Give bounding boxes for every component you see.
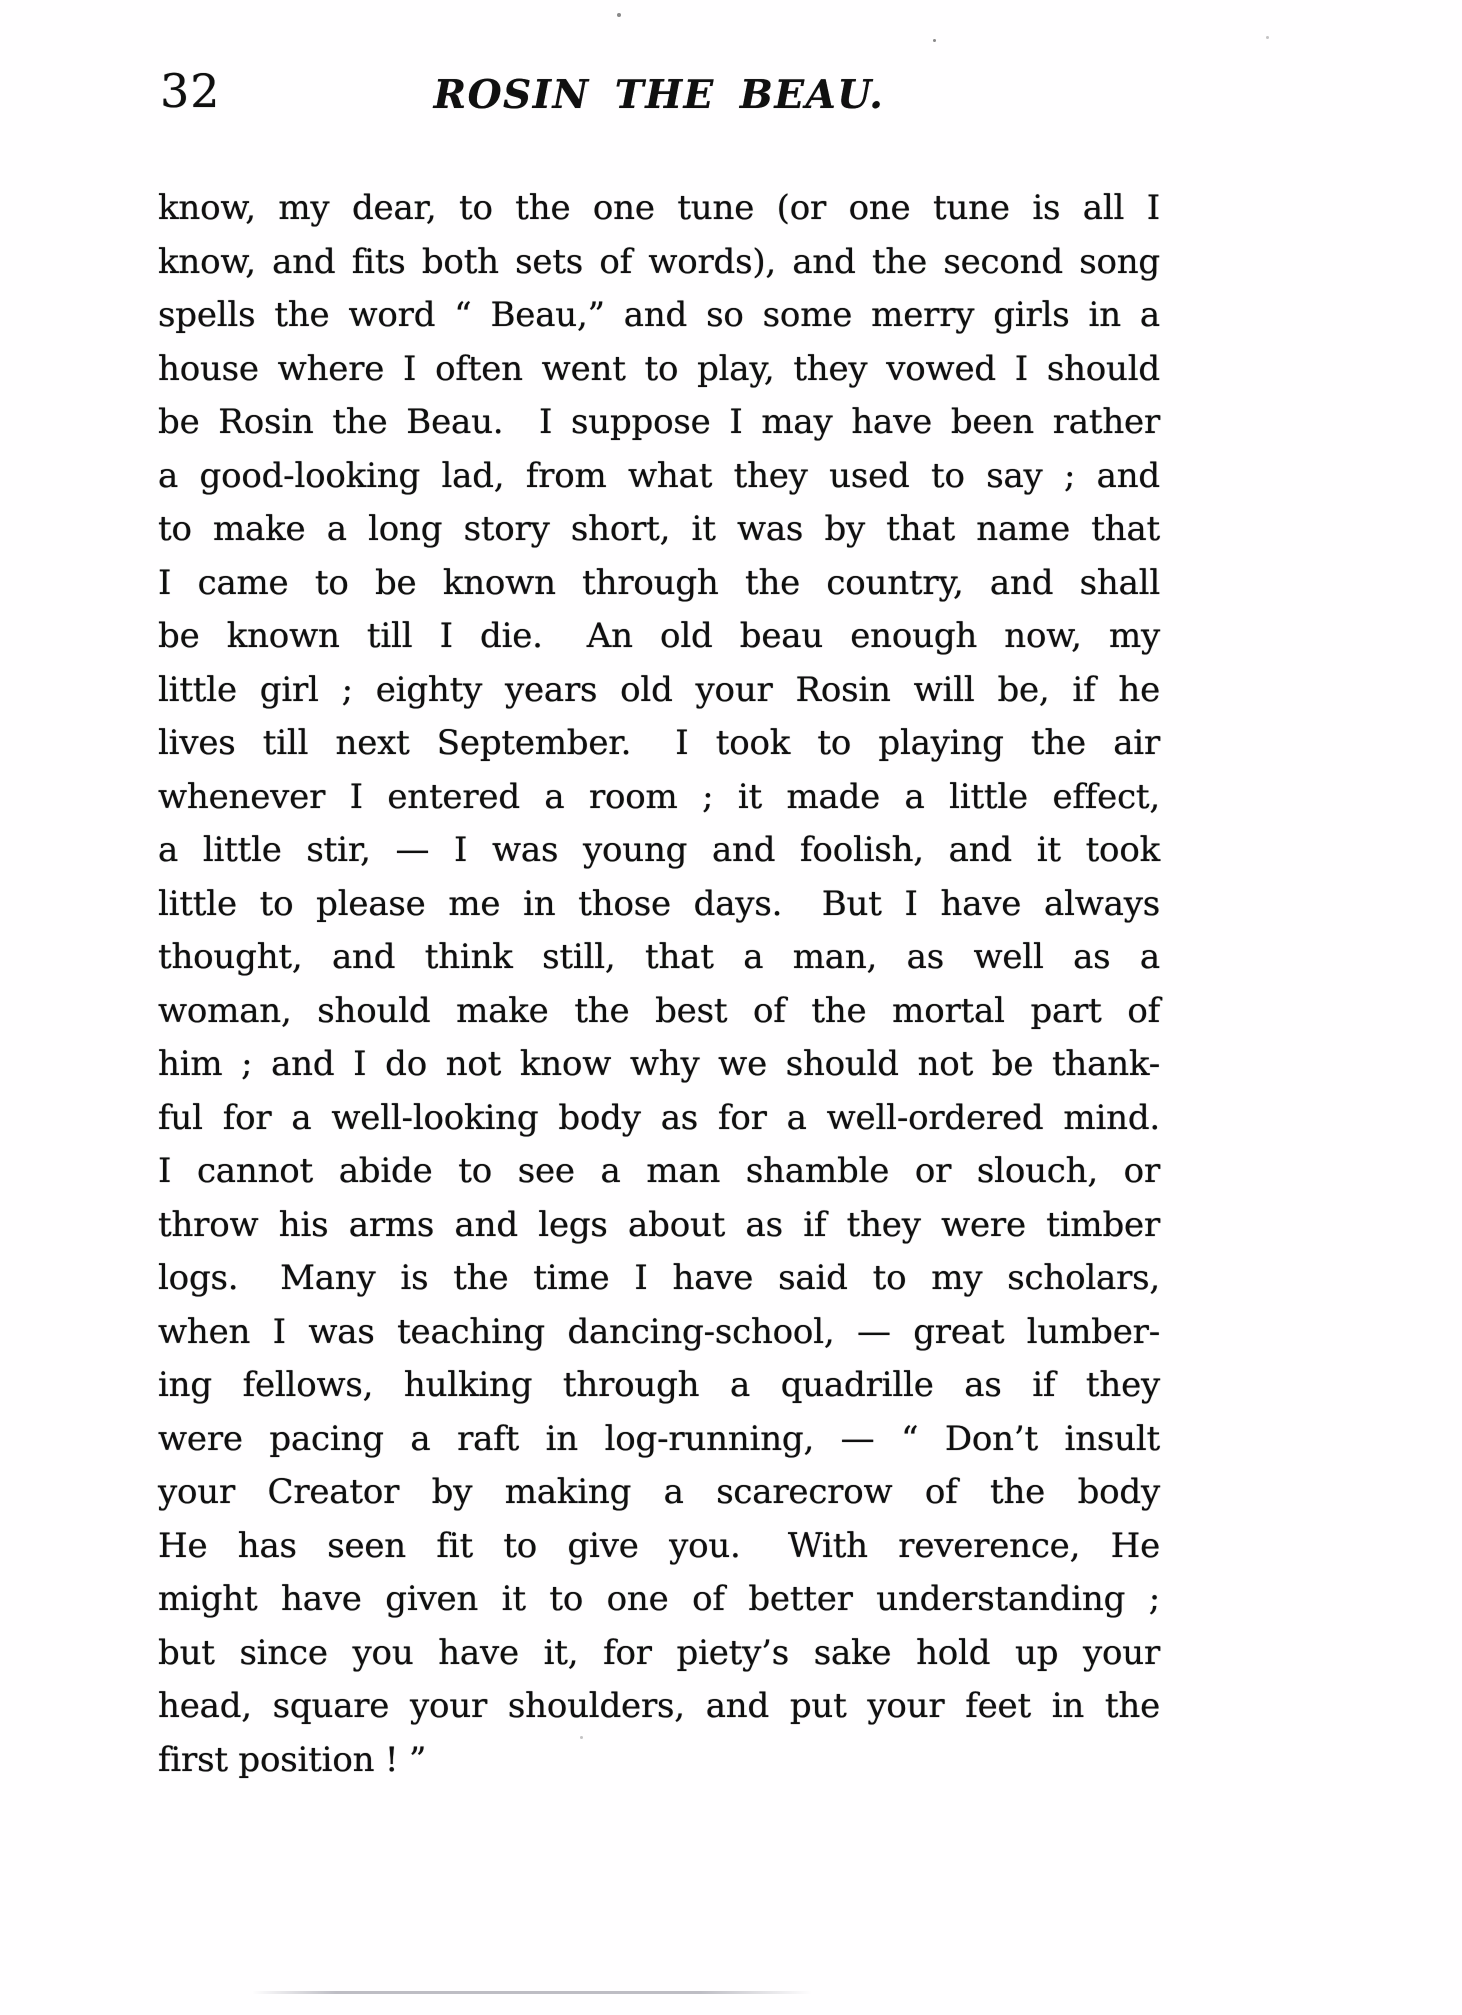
text-line: little girl ; eighty years old your Rosin will be, if he — [158, 669, 1160, 710]
text-line: be Rosin the Beau. I suppose I may have been rather — [158, 402, 1160, 442]
text-line: He has seen fit to give you. With reverence, He — [158, 1525, 1160, 1566]
text-line: know, my dear, to the one tune (or one tune is all I — [158, 188, 1160, 228]
text-line: throw his arms and legs about as if they were timber — [158, 1204, 1160, 1245]
text-line: thought, and think still, that a man, as well as a — [158, 937, 1160, 977]
text-line: ing fellows, hulking through a quadrille as if they — [158, 1365, 1160, 1405]
text-line: first position ! ” — [158, 1739, 427, 1780]
body-text — [158, 182, 1160, 1787]
text-line: your Creator by making a scarecrow of the body — [158, 1472, 1160, 1512]
text-line: house where I often went to play, they vowed I should — [158, 348, 1160, 389]
text-line: little to please me in those days. But I have always — [158, 883, 1160, 924]
page-header — [158, 64, 1160, 118]
scan-artifact-line — [252, 1991, 812, 1994]
text-line: but since you have it, for piety’s sake hold up your — [158, 1632, 1160, 1673]
scan-speck — [933, 39, 936, 42]
text-line: to make a long story short, it was by that name that — [158, 509, 1160, 549]
text-line: head, square your shoulders, and put your feet in the — [158, 1686, 1160, 1726]
scan-speck — [580, 1736, 583, 1739]
text-line: might have given it to one of better understanding ; — [158, 1579, 1160, 1619]
scan-speck — [617, 13, 621, 17]
text-line: woman, should make the best of the mortal part of — [158, 990, 1160, 1031]
text-line: ful for a well-looking body as for a well-ordered mind. — [158, 1097, 1160, 1138]
running-title: ROSIN THE BEAU. — [433, 72, 885, 118]
page-number: 32 — [160, 64, 221, 118]
text-line: whenever I entered a room ; it made a little effect, — [158, 776, 1160, 817]
text-line: when I was teaching dancing-school, — great lumber- — [158, 1311, 1160, 1352]
text-line: him ; and I do not know why we should not be thank- — [158, 1044, 1160, 1084]
text-line: be known till I die. An old beau enough now, my — [158, 616, 1160, 656]
text-line: were pacing a raft in log-running, — “ Don’t insult — [158, 1418, 1160, 1459]
text-line: logs. Many is the time I have said to my scholars, — [158, 1258, 1160, 1298]
text-line: I came to be known through the country, and shall — [158, 562, 1160, 603]
text-line: I cannot abide to see a man shamble or slouch, or — [158, 1151, 1160, 1191]
text-line: lives till next September. I took to playing the air — [158, 723, 1160, 763]
text-line: a good-looking lad, from what they used to say ; and — [158, 455, 1160, 496]
text-line: know, and fits both sets of words), and the second song — [158, 241, 1160, 282]
text-line: a little stir, — I was young and foolish, and it took — [158, 830, 1160, 870]
scan-speck — [1266, 36, 1269, 39]
text-line: spells the word “ Beau,” and so some merry girls in a — [158, 295, 1160, 335]
